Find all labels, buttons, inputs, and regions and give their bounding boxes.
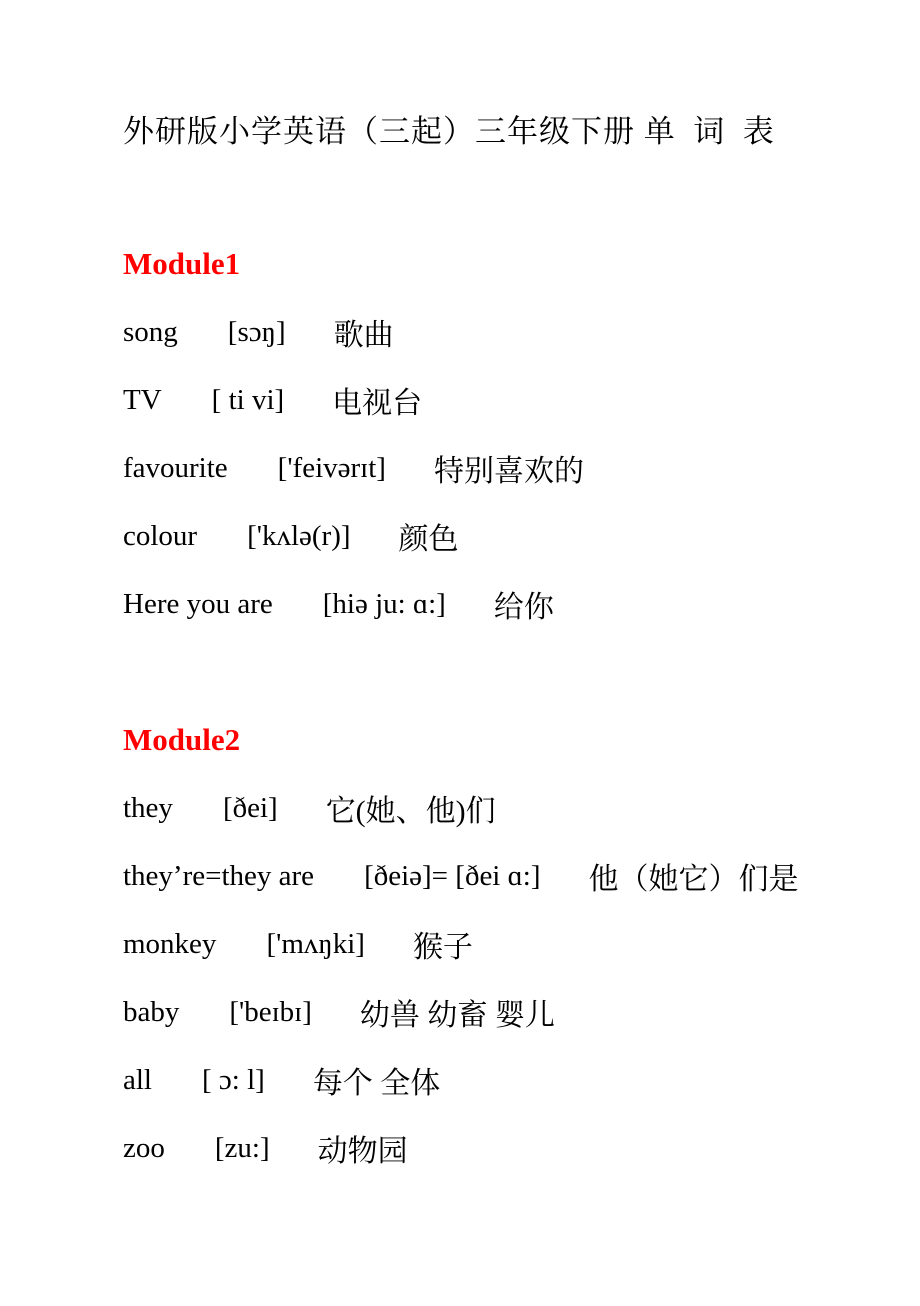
phonetic-text: ['feivərɪt] <box>277 451 386 484</box>
phonetic-text: [sɔŋ] <box>227 315 286 348</box>
meaning-text: 给你 <box>493 591 554 624</box>
word-entry-tv <box>123 366 880 434</box>
module2-heading: Module2 <box>123 722 241 757</box>
word-text: colour <box>123 519 198 552</box>
word-text: song <box>123 315 178 348</box>
word-entry-favourite <box>123 434 880 502</box>
word-text: all <box>123 1063 152 1096</box>
word-text: monkey <box>123 927 217 960</box>
meaning-text: 幼兽 幼畜 婴儿 <box>359 999 555 1032</box>
phonetic-text: ['beɪbɪ] <box>229 995 312 1028</box>
word-entry-here-you-are <box>123 570 880 638</box>
phonetic-text: [hiə ju: ɑ:] <box>322 587 446 620</box>
phonetic-text: [ðei] <box>222 791 278 824</box>
word-text: TV <box>123 383 162 416</box>
meaning-text: 歌曲 <box>333 319 394 352</box>
phonetic-text: ['mʌŋki] <box>266 927 365 960</box>
meaning-text: 它(她、他)们 <box>325 795 496 828</box>
meaning-text: 猴子 <box>412 931 473 964</box>
word-text: they <box>123 791 173 824</box>
phonetic-text: [zu:] <box>214 1131 270 1164</box>
word-entry-monkey <box>123 910 880 978</box>
word-text: zoo <box>123 1131 165 1164</box>
word-text: they’re=they are <box>123 859 315 892</box>
word-text: baby <box>123 995 180 1028</box>
meaning-text: 每个 全体 <box>312 1067 441 1100</box>
module1-heading: Module1 <box>123 246 241 281</box>
meaning-text: 颜色 <box>398 523 459 556</box>
phonetic-text: [ðeiə]= [ðei ɑ:] <box>364 859 541 892</box>
meaning-text: 他（她它）们是 <box>588 863 799 896</box>
blank-line <box>123 162 880 230</box>
word-text: favourite <box>123 451 228 484</box>
blank-line <box>123 638 880 706</box>
phonetic-text: [ ɔ: l] <box>202 1063 265 1096</box>
meaning-text: 电视台 <box>332 387 423 420</box>
word-text: Here you are <box>123 587 273 620</box>
phonetic-text: [ ti vi] <box>211 383 285 416</box>
word-entry-all <box>123 1046 880 1114</box>
page-title: 外研版小学英语（三起）三年级下册 单 词 表 <box>123 113 775 149</box>
meaning-text: 特别喜欢的 <box>433 455 584 488</box>
word-entry-colour <box>123 502 880 570</box>
word-entry-baby <box>123 978 880 1046</box>
meaning-text: 动物园 <box>317 1135 408 1168</box>
word-entry-theyre <box>123 842 880 910</box>
word-entry-zoo <box>123 1114 880 1182</box>
phonetic-text: ['kʌlə(r)] <box>247 519 351 552</box>
word-entry-they <box>123 774 880 842</box>
word-entry-song <box>123 298 880 366</box>
